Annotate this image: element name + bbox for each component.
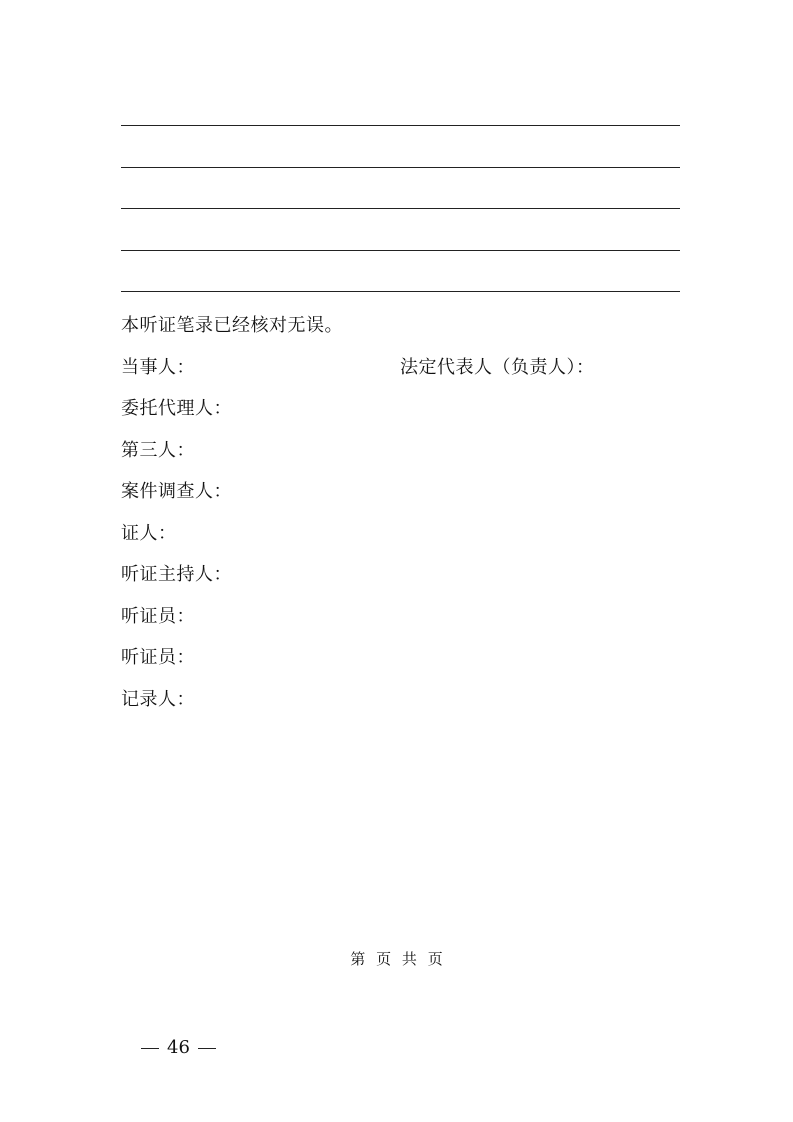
footer-di: 第 bbox=[350, 950, 366, 968]
blank-line-5 bbox=[121, 291, 680, 292]
witness-label: 证人： bbox=[121, 523, 177, 544]
footer-ye-1: 页 bbox=[376, 950, 392, 968]
blank-line-2 bbox=[121, 167, 680, 168]
hearing-officer-label-1: 听证员： bbox=[121, 606, 195, 627]
hearing-officer-label-2: 听证员： bbox=[121, 647, 195, 668]
recorder-label: 记录人： bbox=[121, 689, 195, 710]
dash-right bbox=[198, 1048, 216, 1049]
blank-line-1 bbox=[121, 125, 680, 126]
third-party-label: 第三人： bbox=[121, 440, 195, 461]
investigator-label: 案件调查人： bbox=[121, 481, 232, 502]
confirmation-statement: 本听证笔录已经核对无误。 bbox=[121, 315, 343, 336]
dash-left bbox=[141, 1048, 159, 1049]
page-number bbox=[133, 1036, 224, 1060]
page-count-footer bbox=[0, 948, 793, 970]
agent-label: 委托代理人： bbox=[121, 398, 232, 419]
blank-line-3 bbox=[121, 208, 680, 209]
legal-rep-label: 法定代表人（负责人）： bbox=[400, 357, 595, 378]
host-label: 听证主持人： bbox=[121, 564, 232, 585]
blank-line-4 bbox=[121, 250, 680, 251]
footer-gong: 共 bbox=[401, 950, 417, 968]
footer-ye-2: 页 bbox=[427, 950, 443, 968]
page-number-value: 46 bbox=[167, 1037, 190, 1058]
party-label: 当事人： bbox=[121, 357, 195, 378]
